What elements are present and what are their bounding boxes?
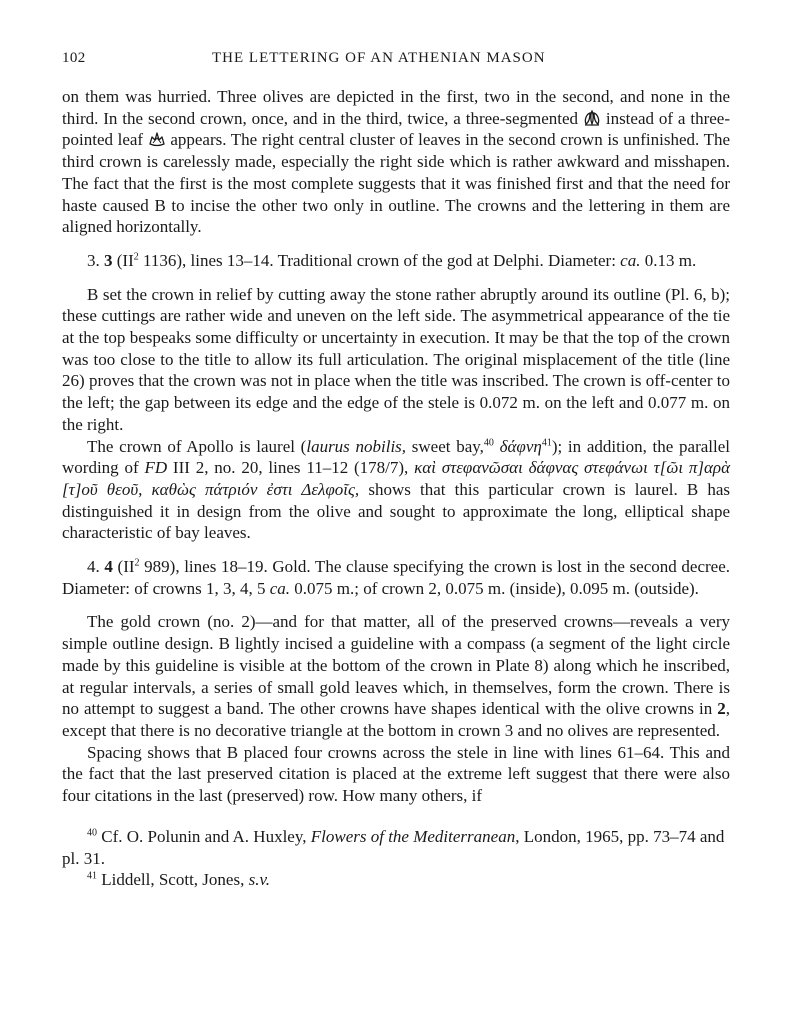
paragraph-relief-crown: B set the crown in relief by cutting away the stone rather abruptly around its outline (Pl. 6, b); these cuttings are rather wide and uneven on the left side. The asymmetrical appearance of the tie at the top bespeaks some difficulty or uncertainty in execution. It may be that the top of the crown was too close to the title to allow its full articulation. The original misplacement of the title (line 26) proves that the crown was not in place when the title was inscribed. The crown is off-center to the left; the gap between its edge and the edge of the stele is 0.072 m. on the left and 0.077 m. on the right. [62,284,730,434]
paragraph-apollo-laurel: The crown of Apollo is laurel (laurus nobilis, sweet bay,$^{40}$ δάφνη$^{41}$); in addition, the parallel wording of FD III 2, no. 20, lines 11–12 (178/7), καὶ στεφανῶσαι δάφνας στεφάνωι τ[ῶι π]αρὰ [τ]οῦ θεοῦ, καθὼς πάτριόν ἐστι Δελφοῖς, shows that this particular crown is laurel. B has distinguished it in design from the olive and sought to approximate the long, elliptical shape characteristic of bay leaves. [62,436,730,543]
footnote-ref-41[interactable]: 41 [541,436,552,448]
three-segmented-leaf-icon [583,110,601,126]
page [62,50,730,891]
page-number: 102 [62,50,86,66]
paragraph-olive-crowns: on them was hurried. Three olives are depicted in the first, two in the second, and none in the third. In the second crown, once, and in the third, twice, a three-segmented instead of a three-pointed leaf appears. The right central cluster of leaves in the second crown is unfinished. The third crown is carelessly made, especially the right side which is rather awkward and misshapen. The fact that the first is the most complete suggests that it was finished first and that the need for haste caused B to incise the other two only in outline. The crowns and the lettering in them are aligned horizontally. [62,87,731,237]
three-pointed-leaf-icon [148,131,166,147]
entry-3-heading: 3. 3 ($II^2$ 1136), lines 13–14. Traditional crown of the god at Delphi. Diameter: ca. 0.13 m. [87,250,697,270]
running-title: THE LETTERING OF AN ATHENIAN MASON [212,50,546,66]
footnote-ref-40[interactable]: 40 [483,436,494,448]
greek-quotation: καὶ στεφανῶσαι δάφνας στεφάνωι τ[ῶι π]αρὰ [τ]οῦ θεοῦ, καθὼς πάτριόν ἐστι Δελφοῖς, [62,458,730,499]
footnote-41: $^{41}$ Liddell, Scott, Jones, s.v. [87,870,270,890]
running-header [62,50,730,74]
footnote-40: $^{40}$ Cf. O. Polunin and A. Huxley, Flowers of the Mediterranean, London, 1965, pp. 73–74 and pl. 31. [62,826,725,868]
entry-4-heading: 4. 4 ($II^2$ 989), lines 18–19. Gold. The clause specifying the crown is lost in the second decree. Diameter: of crowns 1, 3, 4, 5 ca. 0.075 m.; of crown 2, 0.075 m. (inside), 0.095 m. (outside). [62,557,730,598]
paragraph-spacing: Spacing shows that B placed four crowns across the stele in line with lines 61–64. This and the fact that the last preserved citation is placed at the extreme left suggest that there were also four citations in the last (preserved) row. How many others, if [62,742,730,806]
paragraph-gold-crown: The gold crown (no. 2)—and for that matter, all of the preserved crowns—reveals a very simple outline design. B lightly incised a guideline with a compass (a segment of the light circle made by this guideline is visible at the bottom of the crown in Plate 8) along which he inscribed, at regular intervals, a series of small gold leaves which, in themselves, form the crown. There is no attempt to suggest a band. The other crowns have shapes identical with the olive crowns in 2, except that there is no decorative triangle at the bottom in crown 3 and no olives are represented. [62,612,730,740]
footnotes [62,826,730,891]
